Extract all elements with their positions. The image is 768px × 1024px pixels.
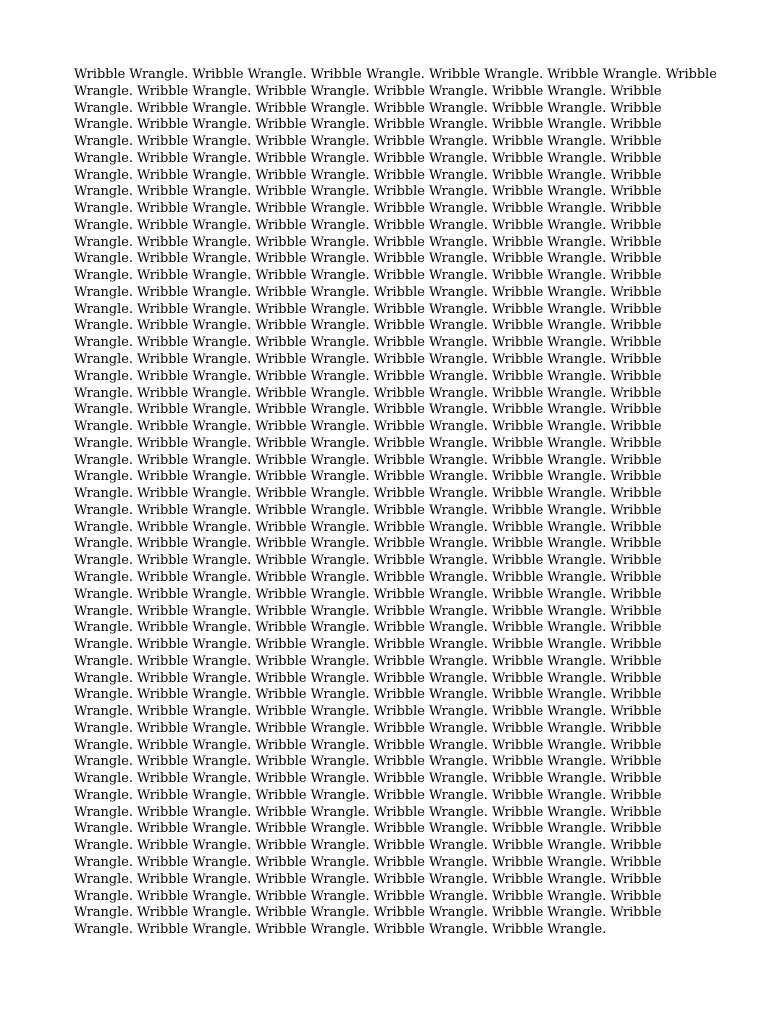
text-line: Wrangle. Wribble Wrangle. Wribble Wrangle. Wribble Wrangle. Wribble Wrangle. Wribble: [74, 117, 662, 133]
text-line: Wrangle. Wribble Wrangle. Wribble Wrangle. Wribble Wrangle. Wribble Wrangle. Wribble: [74, 888, 662, 904]
text-line: Wrangle. Wribble Wrangle. Wribble Wrangle. Wribble Wrangle. Wribble Wrangle. Wribble: [74, 838, 662, 854]
text-line: Wrangle. Wribble Wrangle. Wribble Wrangle. Wribble Wrangle. Wribble Wrangle. Wribble: [74, 704, 662, 720]
text-line: Wrangle. Wribble Wrangle. Wribble Wrangle. Wribble Wrangle. Wribble Wrangle. Wribble: [74, 603, 662, 619]
text-line: Wrangle. Wribble Wrangle. Wribble Wrangle. Wribble Wrangle. Wribble Wrangle. Wribble: [74, 620, 662, 636]
text-line: Wrangle. Wribble Wrangle. Wribble Wrangle. Wribble Wrangle. Wribble Wrangle. Wribble: [74, 821, 662, 837]
text-line: Wrangle. Wribble Wrangle. Wribble Wrangle. Wribble Wrangle. Wribble Wrangle. Wribble: [74, 435, 662, 451]
text-line: Wrangle. Wribble Wrangle. Wribble Wrangle. Wribble Wrangle. Wribble Wrangle. Wribble: [74, 150, 662, 166]
text-line: Wrangle. Wribble Wrangle. Wribble Wrangle. Wribble Wrangle. Wribble Wrangle. Wribble: [74, 771, 662, 787]
text-line: Wrangle. Wribble Wrangle. Wribble Wrangle. Wribble Wrangle. Wribble Wrangle. Wribble: [74, 670, 662, 686]
text-line: Wrangle. Wribble Wrangle. Wribble Wrangle. Wribble Wrangle. Wribble Wrangle. Wribble: [74, 201, 662, 217]
text-line: Wrangle. Wribble Wrangle. Wribble Wrangle. Wribble Wrangle. Wribble Wrangle. Wribble: [74, 419, 662, 435]
text-line: Wrangle. Wribble Wrangle. Wribble Wrangle. Wribble Wrangle. Wribble Wrangle. Wribble: [74, 134, 662, 150]
text-line: Wrangle. Wribble Wrangle. Wribble Wrangle. Wribble Wrangle. Wribble Wrangle. Wribble: [74, 318, 662, 334]
text-line: Wrangle. Wribble Wrangle. Wribble Wrangle. Wribble Wrangle. Wribble Wrangle. Wribble: [74, 536, 662, 552]
text-line: Wrangle. Wribble Wrangle. Wribble Wrangle. Wribble Wrangle. Wribble Wrangle. Wribble: [74, 787, 662, 803]
text-line: Wrangle. Wribble Wrangle. Wribble Wrangle. Wribble Wrangle. Wribble Wrangle. Wribble: [74, 569, 662, 585]
text-line: Wrangle. Wribble Wrangle. Wribble Wrangle. Wribble Wrangle. Wribble Wrangle. Wribble: [74, 335, 662, 351]
text-line: Wribble Wrangle. Wribble Wrangle. Wribble Wrangle. Wribble Wrangle. Wribble Wrangle. Wribble: [74, 67, 717, 82]
text-line: Wrangle. Wribble Wrangle. Wribble Wrangle. Wribble Wrangle. Wribble Wrangle. Wribble: [74, 452, 662, 468]
text-line: Wrangle. Wribble Wrangle. Wribble Wrangle. Wribble Wrangle. Wribble Wrangle. Wribble: [74, 167, 662, 183]
text-line: Wrangle. Wribble Wrangle. Wribble Wrangle. Wribble Wrangle. Wribble Wrangle. Wribble: [74, 854, 662, 870]
text-line: Wrangle. Wribble Wrangle. Wribble Wrangle. Wribble Wrangle. Wribble Wrangle. Wribble: [74, 301, 662, 317]
text-line: Wrangle. Wribble Wrangle. Wribble Wrangle. Wribble Wrangle. Wribble Wrangle. Wribble: [74, 268, 662, 284]
text-line: Wrangle. Wribble Wrangle. Wribble Wrangle. Wribble Wrangle. Wribble Wrangle. Wribble: [74, 754, 662, 770]
text-line: Wrangle. Wribble Wrangle. Wribble Wrangle. Wribble Wrangle. Wribble Wrangle. Wribble: [74, 553, 662, 569]
body-paragraph: [74, 67, 717, 939]
text-line: Wrangle. Wribble Wrangle. Wribble Wrangle. Wribble Wrangle. Wribble Wrangle. Wribble: [74, 653, 662, 669]
text-line: Wrangle. Wribble Wrangle. Wribble Wrangle. Wribble Wrangle. Wribble Wrangle. Wribble: [74, 720, 662, 736]
text-line: Wrangle. Wribble Wrangle. Wribble Wrangle. Wribble Wrangle. Wribble Wrangle. Wribble: [74, 234, 662, 250]
text-line: Wrangle. Wribble Wrangle. Wribble Wrangle. Wribble Wrangle. Wribble Wrangle. Wribble: [74, 871, 662, 887]
text-line: Wrangle. Wribble Wrangle. Wribble Wrangle. Wribble Wrangle. Wribble Wrangle. Wribble: [74, 284, 662, 300]
text-line: Wrangle. Wribble Wrangle. Wribble Wrangle. Wribble Wrangle. Wribble Wrangle. Wribble: [74, 687, 662, 703]
text-line: Wrangle. Wribble Wrangle. Wribble Wrangle. Wribble Wrangle. Wribble Wrangle. Wribble: [74, 184, 662, 200]
text-line: Wrangle. Wribble Wrangle. Wribble Wrangle. Wribble Wrangle. Wribble Wrangle. Wribble: [74, 385, 662, 401]
text-line: Wrangle. Wribble Wrangle. Wribble Wrangle. Wribble Wrangle. Wribble Wrangle. Wribble: [74, 486, 662, 502]
text-line: Wrangle. Wribble Wrangle. Wribble Wrangle. Wribble Wrangle. Wribble Wrangle. Wribble: [74, 637, 662, 653]
text-line: Wrangle. Wribble Wrangle. Wribble Wrangle. Wribble Wrangle. Wribble Wrangle. Wribble: [74, 83, 662, 99]
text-line: Wrangle. Wribble Wrangle. Wribble Wrangle. Wribble Wrangle. Wribble Wrangle. Wribble: [74, 469, 662, 485]
text-line: Wrangle. Wribble Wrangle. Wribble Wrangle. Wribble Wrangle. Wribble Wrangle. Wribble: [74, 804, 662, 820]
text-line: Wrangle. Wribble Wrangle. Wribble Wrangle. Wribble Wrangle. Wribble Wrangle. Wribble: [74, 905, 662, 921]
text-line: Wrangle. Wribble Wrangle. Wribble Wrangle. Wribble Wrangle. Wribble Wrangle. Wribble: [74, 586, 662, 602]
text-line: Wrangle. Wribble Wrangle. Wribble Wrangle. Wribble Wrangle. Wribble Wrangle. Wribble: [74, 368, 662, 384]
text-line: Wrangle. Wribble Wrangle. Wribble Wrangle. Wribble Wrangle. Wribble Wrangle. Wribble: [74, 519, 662, 535]
text-line: Wrangle. Wribble Wrangle. Wribble Wrangle. Wribble Wrangle. Wribble Wrangle. Wribble: [74, 352, 662, 368]
text-line: Wrangle. Wribble Wrangle. Wribble Wrangle. Wribble Wrangle. Wribble Wrangle. Wribble: [74, 100, 662, 116]
text-line: Wrangle. Wribble Wrangle. Wribble Wrangle. Wribble Wrangle. Wribble Wrangle. Wribble: [74, 402, 662, 418]
text-line: Wrangle. Wribble Wrangle. Wribble Wrangle. Wribble Wrangle. Wribble Wrangle. Wribble: [74, 251, 662, 267]
text-line: Wrangle. Wribble Wrangle. Wribble Wrangle. Wribble Wrangle. Wribble Wrangle. Wribble: [74, 217, 662, 233]
text-line: Wrangle. Wribble Wrangle. Wribble Wrangle. Wribble Wrangle. Wribble Wrangle. Wribble: [74, 502, 662, 518]
text-line: Wrangle. Wribble Wrangle. Wribble Wrangle. Wribble Wrangle. Wribble Wrangle. Wribble: [74, 737, 662, 753]
text-line: Wrangle. Wribble Wrangle. Wribble Wrangle. Wribble Wrangle. Wribble Wrangle.: [74, 922, 607, 938]
